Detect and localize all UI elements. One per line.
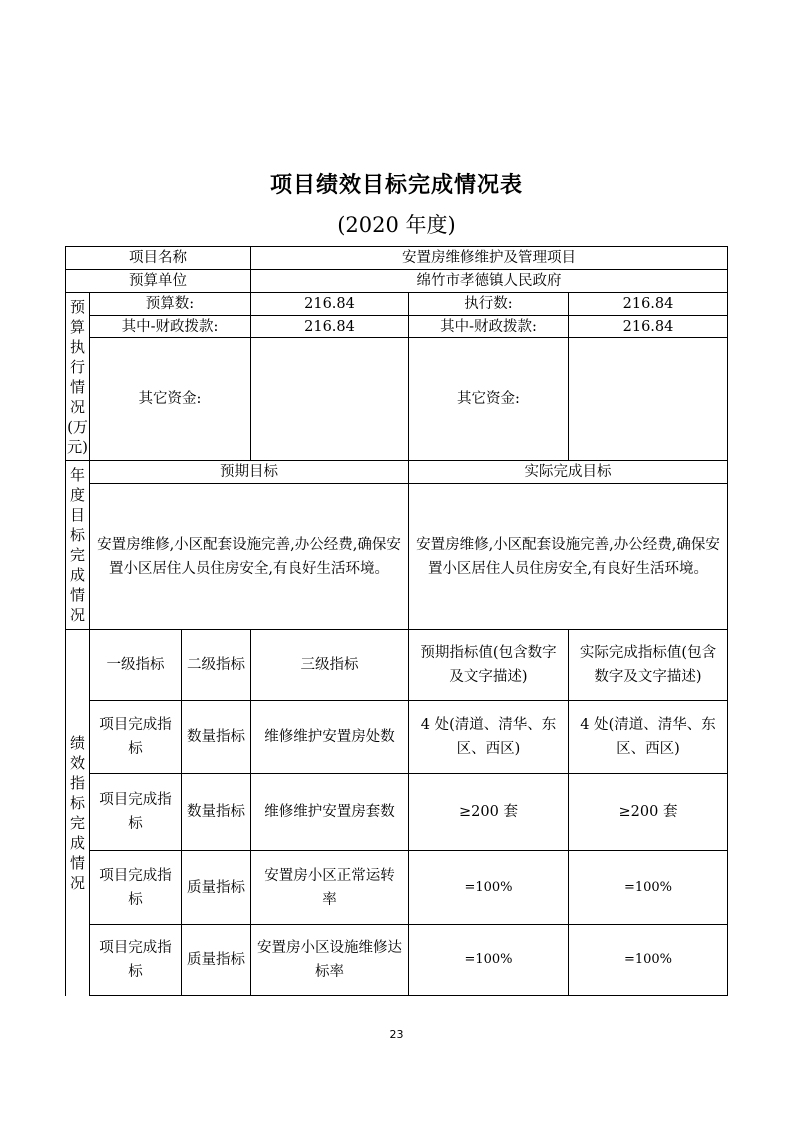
other-funds-exec-value — [569, 338, 727, 460]
budget-amount-label: 预算数: — [145, 296, 195, 312]
indicator-row-4-level3: 安置房小区设施维修达标率 — [257, 940, 402, 980]
indicator-row-2-level3: 维修维护安置房套数 — [264, 804, 395, 820]
indicator-row-2-actual: ≥200 套 — [618, 804, 678, 820]
indicator-row-3-level2: 质量指标 — [187, 879, 245, 896]
performance-section-label: 绩 效 指 标 完 成 情 况 — [69, 734, 85, 892]
indicator-row-1-expected: 4 处(清道、清华、东区、西区) — [420, 717, 557, 757]
budget-unit-label: 预算单位 — [129, 273, 187, 289]
indicator-row-3-level1: 项目完成指标 — [99, 867, 172, 908]
other-funds-label: 其它资金: — [138, 391, 202, 407]
executed-amount-value: 216.84 — [622, 296, 674, 312]
document-title: 项目绩效目标完成情况表 — [269, 173, 523, 198]
document-subtitle: (2020 年度) — [337, 213, 456, 237]
expected-goal-header: 预期目标 — [220, 464, 278, 480]
indicator-row-2-expected: ≥200 套 — [459, 804, 518, 820]
performance-table — [65, 246, 728, 996]
fiscal-allocation-label: 其中-财政拨款: — [121, 318, 219, 335]
budget-unit-value: 绵竹市孝德镇人民政府 — [416, 273, 562, 289]
indicator-row-2-level1: 项目完成指标 — [99, 792, 172, 832]
expected-goal-text: 安置房维修,小区配套设施完善,办公经费,确保安置小区居住人员住房安全,有良好生活环境。 — [97, 536, 401, 577]
indicator-row-4-level1: 项目完成指标 — [99, 940, 172, 980]
actual-goal-header: 实际完成目标 — [524, 464, 612, 480]
project-name-label: 项目名称 — [129, 250, 187, 266]
header-level3: 三级指标 — [300, 657, 359, 673]
project-name-value: 安置房维修维护及管理项目 — [402, 250, 576, 266]
fiscal-allocation-value: 216.84 — [304, 318, 355, 335]
fiscal-allocation-exec-value: 216.84 — [622, 318, 674, 335]
header-actual: 实际完成指标值(包含数字及文字描述) — [579, 645, 717, 685]
annual-goal-section-label: 年 度 目 标 完 成 情 况 — [69, 466, 85, 624]
indicator-row-3-expected: =100% — [464, 879, 513, 895]
other-funds-value — [251, 338, 408, 460]
indicator-row-1-level2: 数量指标 — [187, 729, 245, 745]
page-number: 23 — [389, 1028, 404, 1041]
fiscal-allocation-exec-label: 其中-财政拨款: — [440, 318, 537, 335]
budget-execution-section-label: 预 算 执 行 情 况 (万 元) — [67, 297, 88, 456]
indicator-row-1-level3: 维修维护安置房处数 — [264, 729, 395, 745]
executed-amount-label: 执行数: — [464, 296, 513, 312]
header-expected: 预期指标值(包含数字及文字描述) — [420, 645, 557, 685]
indicator-row-1-level1: 项目完成指标 — [99, 717, 172, 757]
budget-amount-value: 216.84 — [304, 296, 355, 312]
indicator-row-3-actual: =100% — [623, 879, 673, 895]
indicator-row-4-expected: =100% — [464, 952, 513, 967]
indicator-row-3-level3: 安置房小区正常运转率 — [264, 867, 395, 908]
indicator-row-4-actual: =100% — [623, 952, 673, 967]
header-level1: 一级指标 — [106, 657, 165, 673]
header-level2: 二级指标 — [187, 657, 245, 673]
actual-goal-text: 安置房维修,小区配套设施完善,办公经费,确保安置小区居住人员住房安全,有良好生活环境。 — [416, 536, 720, 577]
indicator-row-2-level2: 数量指标 — [187, 804, 245, 820]
other-funds-exec-label: 其它资金: — [457, 391, 520, 407]
indicator-row-4-level2: 质量指标 — [187, 952, 245, 968]
indicator-row-1-actual: 4 处(清道、清华、东区、西区) — [580, 717, 716, 757]
